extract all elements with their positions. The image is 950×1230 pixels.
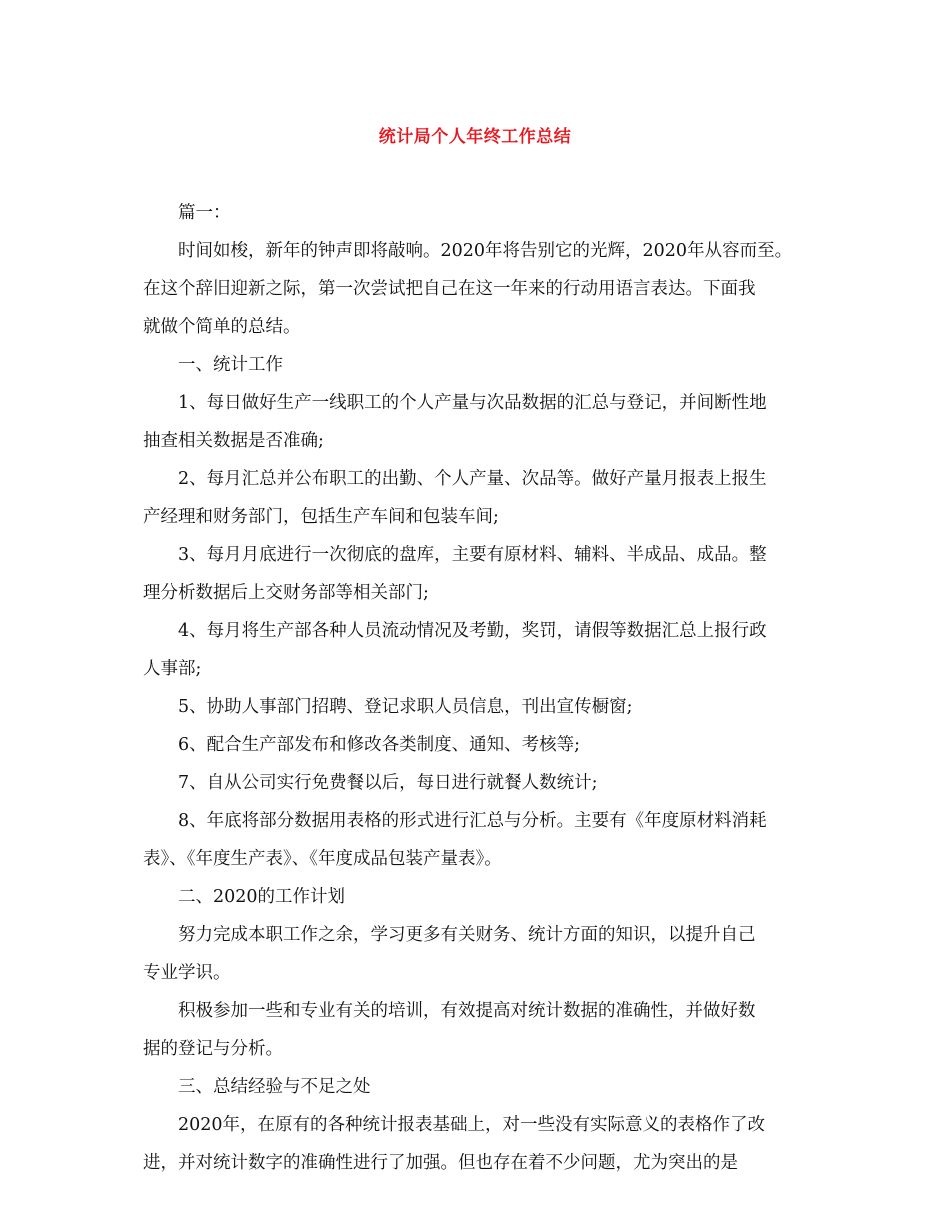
text-line: 2、每月汇总并公布职工的出勤、个人产量、次品等。做好产量月报表上报生 bbox=[178, 469, 767, 489]
text-line: 4、每月将生产部各种人员流动情况及考勤，奖罚，请假等数据汇总上报行政 bbox=[178, 621, 767, 641]
text-line: 6、配合生产部发布和修改各类制度、通知、考核等; bbox=[178, 735, 581, 755]
document-title: 统计局个人年终工作总结 bbox=[378, 127, 572, 147]
text-line: 篇一： bbox=[178, 203, 231, 223]
text-line: 人事部; bbox=[143, 659, 202, 679]
text-line: 专业学识。 bbox=[143, 963, 231, 983]
text-line: 在这个辞旧迎新之际，第一次尝试把自己在这一年来的行动用语言表达。下面我 bbox=[143, 279, 756, 299]
text-line: 8、年底将部分数据用表格的形式进行汇总与分析。主要有《年度原材料消耗 bbox=[178, 811, 767, 831]
text-line: 时间如梭，新年的钟声即将敲响。2020年将告别它的光辉，2020年从容而至。 bbox=[178, 241, 793, 261]
text-line: 进，并对统计数字的准确性进行了加强。但也存在着不少问题，尤为突出的是 bbox=[143, 1153, 738, 1173]
text-line: 表》、《年度生产表》、《年度成品包装产量表》。 bbox=[143, 849, 502, 869]
document-body bbox=[143, 194, 808, 1182]
text-line: 积极参加一些和专业有关的培训，有效提高对统计数据的准确性，并做好数 bbox=[178, 1001, 756, 1021]
text-line: 产经理和财务部门，包括生产车间和包装车间; bbox=[143, 507, 499, 527]
text-line: 就做个简单的总结。 bbox=[143, 317, 301, 337]
text-line: 一、统计工作 bbox=[178, 355, 283, 375]
text-line: 3、每月月底进行一次彻底的盘库，主要有原材料、辅料、半成品、成品。整 bbox=[178, 545, 767, 565]
text-line: 三、总结经验与不足之处 bbox=[178, 1077, 371, 1097]
text-line: 7、自从公司实行免费餐以后，每日进行就餐人数统计; bbox=[178, 773, 598, 793]
text-line: 5、协助人事部门招聘、登记求职人员信息，刊出宣传橱窗; bbox=[178, 697, 633, 717]
text-line: 1、每日做好生产一线职工的个人产量与次品数据的汇总与登记，并间断性地 bbox=[178, 393, 767, 413]
text-line: 据的登记与分析。 bbox=[143, 1039, 283, 1059]
text-line: 2020年，在原有的各种统计报表基础上，对一些没有实际意义的表格作了改 bbox=[178, 1115, 766, 1135]
text-line: 抽查相关数据是否准确; bbox=[143, 431, 324, 451]
text-line: 理分析数据后上交财务部等相关部门; bbox=[143, 583, 429, 603]
text-line: 二、2020的工作计划 bbox=[178, 887, 346, 907]
text-line: 努力完成本职工作之余，学习更多有关财务、统计方面的知识，以提升自己 bbox=[178, 925, 756, 945]
